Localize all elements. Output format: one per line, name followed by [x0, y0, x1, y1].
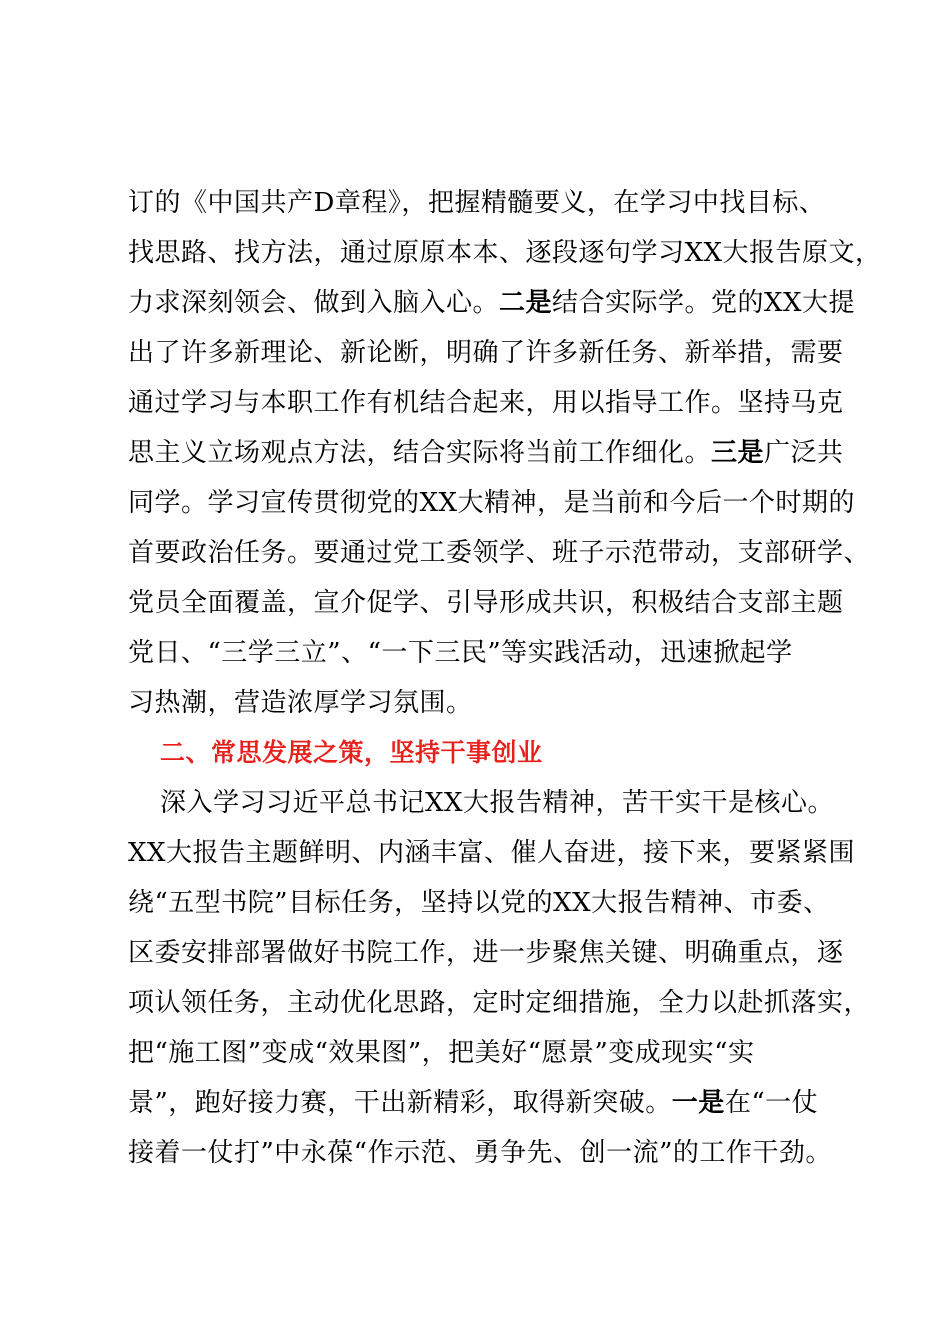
text-run: 景”，跑好接力赛，干出新精彩，取得新突破。 [128, 1088, 672, 1118]
text-line [128, 978, 871, 1028]
text-line [128, 1128, 853, 1178]
text-run: 把“施工图”变成“效果图”，把美好“愿景”变成现实“实 [128, 1038, 755, 1068]
text-run: 在“一仗 [724, 1088, 819, 1118]
text-run: 首要政治任务。要通过党工委领学、班子示范带动，支部研学、 [128, 538, 871, 568]
text-run: 绕“五型书院”目标任务，坚持以党的XX大报告精神、市委、 [128, 888, 830, 918]
text-line [128, 278, 856, 328]
text-line [128, 428, 853, 478]
text-run: 党日、“三学三立”、“一下三民”等实践活动，迅速掀起学 [128, 638, 793, 668]
text-line [128, 678, 853, 728]
emphasis-text: 二是 [499, 288, 553, 318]
text-run: 找思路、找方法，通过原原本本、逐段逐句学习XX大报告原文， [128, 238, 882, 268]
text-run: 力求深刻领会、做到入脑入心。 [128, 288, 500, 318]
section-heading [128, 728, 853, 778]
text-run: 项认领任务，主动优化思路，定时定细措施，全力以赴抓落实， [128, 988, 871, 1018]
text-line [128, 778, 853, 828]
text-run: 结合实际学。党的XX大提 [552, 288, 856, 318]
text-line [128, 328, 853, 378]
text-run: 同学。学习宣传贯彻党的XX大精神，是当前和今后一个时期的 [128, 488, 856, 518]
text-line [128, 878, 853, 928]
text-line [128, 628, 853, 678]
text-run: 接着一仗打”中永葆“作示范、勇争先、创一流”的工作干劲。 [128, 1138, 832, 1168]
text-line [128, 228, 882, 278]
emphasis-text: 三是 [711, 438, 765, 468]
text-line [128, 478, 856, 528]
text-line [128, 1028, 853, 1078]
heading-text: 二、常思发展之策，坚持干事创业 [160, 738, 543, 767]
text-run: 出了许多新理论、新论断，明确了许多新任务、新举措，需要 [128, 338, 844, 368]
text-line [128, 178, 853, 228]
text-line [128, 1078, 853, 1128]
text-run: 思主义立场观点方法，结合实际将当前工作细化。 [128, 438, 712, 468]
text-run: 习热潮，营造浓厚学习氛围。 [128, 688, 473, 718]
text-run: 区委安排部署做好书院工作，进一步聚焦关键、明确重点，逐 [128, 938, 844, 968]
text-line [128, 378, 853, 428]
text-line [128, 828, 856, 878]
text-line [128, 578, 853, 628]
text-run: 深入学习习近平总书记XX大报告精神，苦干实干是核心。 [160, 788, 835, 818]
text-run: 广泛共 [764, 438, 844, 468]
text-line [128, 528, 871, 578]
text-line [128, 928, 853, 978]
emphasis-text: 一是 [671, 1088, 725, 1118]
text-run: 订的《中国共产D章程》，把握精髓要义，在学习中找目标、 [128, 188, 826, 218]
text-run: 通过学习与本职工作有机结合起来，用以指导工作。坚持马克 [128, 388, 844, 418]
text-run: 党员全面覆盖，宣介促学、引导形成共识，积极结合支部主题 [128, 588, 844, 618]
body-text [128, 178, 882, 1178]
text-run: XX大报告主题鲜明、内涵丰富、催人奋进，接下来，要紧紧围 [128, 838, 856, 868]
